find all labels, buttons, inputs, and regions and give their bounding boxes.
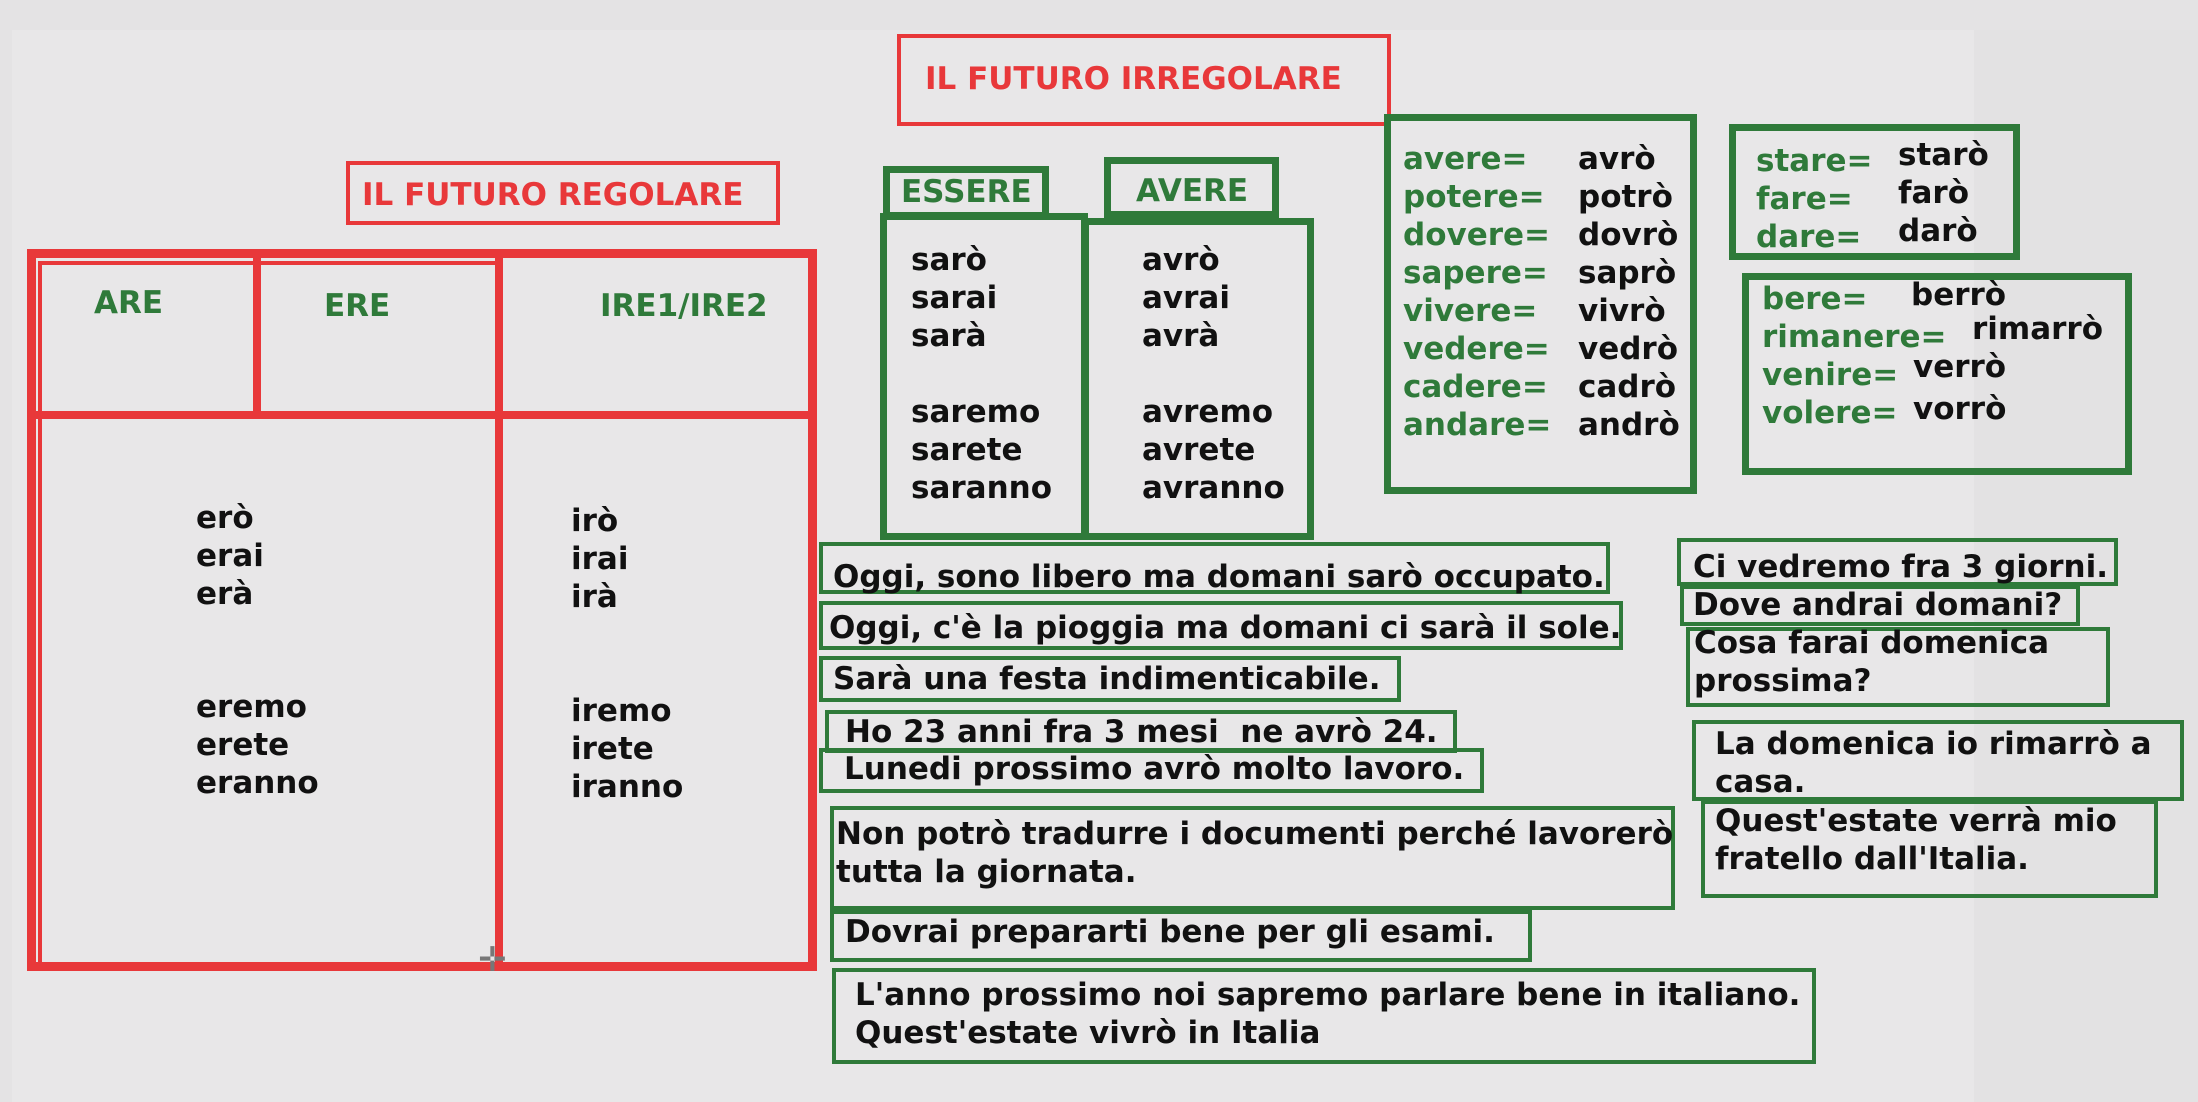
avere-forms: avrò avrai avrà avremo avrete avranno: [1142, 242, 1285, 506]
ire-endings-singular: irò irai irà: [571, 503, 629, 615]
header-are: ARE: [94, 285, 164, 321]
sentence-text: Quest'estate verrà mio fratello dall'Italia.: [1715, 803, 2117, 877]
are-ere-endings-plural: eremo erete eranno: [196, 689, 319, 801]
irregular-list-3-future-2: rimarrò: [1972, 311, 2104, 347]
move-cursor-icon: ✛: [478, 940, 507, 980]
sentence-text: Ho 23 anni fra 3 mesi ne avrò 24.: [845, 714, 1438, 750]
regular-table-inner-outline: [38, 261, 501, 971]
sentence-text: Lunedi prossimo avrò molto lavoro.: [844, 751, 1465, 787]
irregular-list-2-infinitives: stare= fare= dare=: [1756, 143, 1873, 255]
sentence-text: Oggi, c'è la pioggia ma domani ci sarà il sole.: [829, 610, 1622, 646]
sentence-text: Dovrai prepararti bene per gli esami.: [845, 914, 1495, 950]
header-ere: ERE: [324, 288, 391, 324]
sentence-text: Cosa farai domenica prossima?: [1694, 625, 2050, 699]
irregular-list-3-future-1: berrò: [1911, 277, 2007, 313]
irregular-list-3-infinitives: bere= rimanere= venire= volere=: [1762, 281, 1947, 431]
avere-label: AVERE: [1136, 173, 1249, 209]
sentence-text: L'anno prossimo noi sapremo parlare bene in italiano. Quest'estate vivrò in Italia: [855, 977, 1801, 1051]
sentence-text: Non potrò tradurre i documenti perché lavorerò tutta la giornata.: [836, 816, 1674, 890]
sentence-text: Sarà una festa indimenticabile.: [833, 661, 1381, 697]
irregular-list-1-infinitives: avere= potere= dovere= sapere= vivere= vedere= cadere= andare=: [1403, 141, 1552, 443]
sentence-text: Oggi, sono libero ma domani sarò occupato.: [833, 559, 1605, 595]
futuro-irregolare-title: IL FUTURO IRREGOLARE: [925, 61, 1342, 97]
are-ere-endings-singular: erò erai erà: [196, 500, 264, 612]
essere-label: ESSERE: [901, 174, 1032, 210]
sentence-text: Ci vedremo fra 3 giorni.: [1693, 549, 2109, 585]
sentence-text: La domenica io rimarrò a casa.: [1715, 726, 2152, 800]
ire-endings-plural: iremo irete iranno: [571, 693, 684, 805]
header-ire: IRE1/IRE2: [600, 288, 768, 324]
irregular-list-3-future-4: vorrò: [1913, 391, 2007, 427]
regular-table-divider-ere-ire: [495, 249, 503, 971]
essere-forms: sarò sarai sarà saremo sarete saranno: [911, 242, 1053, 506]
futuro-regolare-title: IL FUTURO REGOLARE: [362, 177, 744, 213]
irregular-list-3-future-3: verrò: [1913, 349, 2007, 385]
sentence-text: Dove andrai domani?: [1693, 587, 2063, 623]
regular-table-divider-are-ere: [253, 249, 261, 417]
regular-table-header-divider: [27, 411, 817, 419]
irregular-list-1-futures: avrò potrò dovrò saprò vivrò vedrò cadrò andrò: [1578, 141, 1680, 443]
irregular-list-2-futures: starò farò darò: [1898, 137, 1989, 249]
